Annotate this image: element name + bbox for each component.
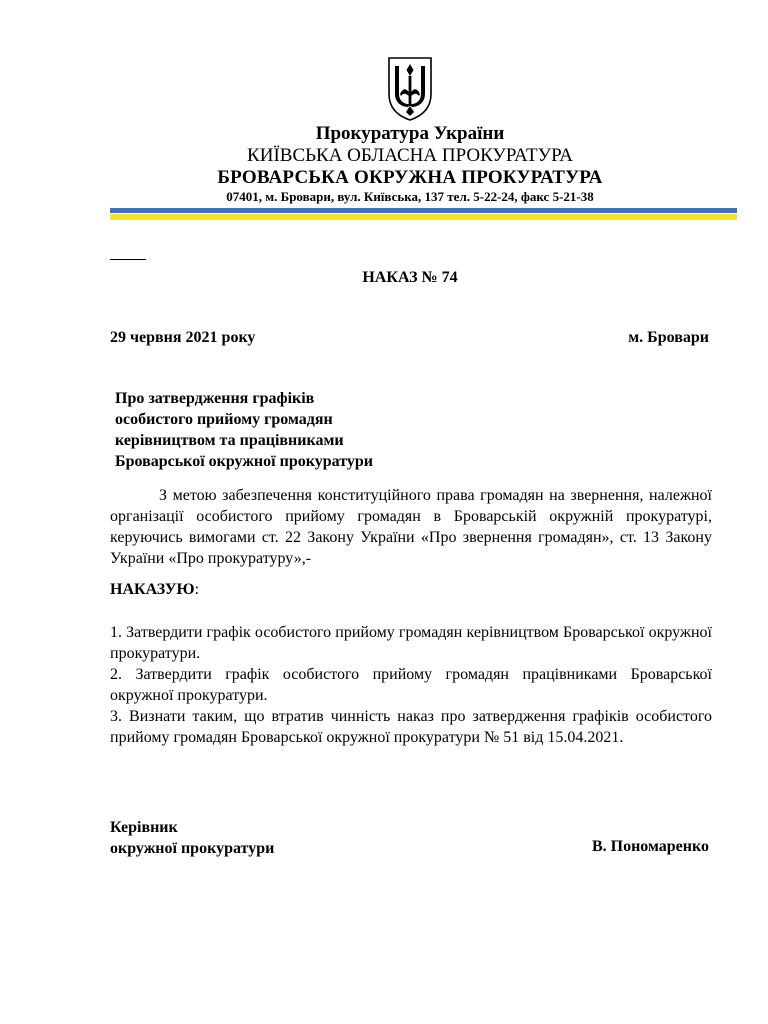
org-name-regional-prosecutor: КИЇВСЬКА ОБЛАСНА ПРОКУРАТУРА	[247, 145, 573, 166]
trident-coat-of-arms-icon	[386, 56, 434, 122]
org-name-district-prosecutor: БРОВАРСЬКА ОКРУЖНА ПРОКУРАТУРА	[217, 167, 603, 188]
decree-heading	[110, 581, 199, 599]
subject-line: особистого прийому громадян	[115, 411, 333, 428]
order-title: НАКАЗ № 74	[362, 269, 458, 286]
decree-colon: :	[194, 581, 200, 598]
flag-stripe-blue	[110, 208, 737, 213]
subject-line: Про затвердження графіків	[115, 390, 315, 407]
order-item: 3. Визнати таким, що втратив чинність наказ про затвердження графіків особистого прийому громадян Броварської окружної прокуратури № 51 від 15.04.2021.	[110, 708, 712, 746]
org-address: 07401, м. Бровари, вул. Київська, 137 тел. 5-22-24, факс 5-21-38	[226, 189, 594, 204]
order-date: 29 червня 2021 року	[110, 329, 256, 346]
subject-line: керівництвом та працівниками	[115, 432, 344, 449]
preamble-paragraph: З метою забезпечення конституційного права громадян на звернення, належної організації особистого прийому громадян в Броварській окружній прокуратурі, керуючись вимогами ст. 22 Закону України «Про звернення громадян», ст. 13 Закону України «Про прокуратуру»,-	[110, 487, 712, 567]
signatory-position-line: окружної прокуратури	[110, 840, 275, 857]
flag-stripe-yellow	[110, 214, 737, 220]
subject-line: Броварської окружної прокуратури	[115, 453, 373, 470]
org-name-prosecutor-ukraine: Прокуратура України	[315, 123, 505, 144]
order-item: 1. Затвердити графік особистого прийому громадян керівництвом Броварської окружної прокуратури.	[110, 624, 712, 662]
decree-word: НАКАЗУЮ	[110, 581, 195, 598]
signatory-position-line: Керівник	[110, 819, 178, 836]
signatory-name: В. Пономаренко	[591, 838, 709, 855]
signatory-position	[110, 817, 274, 859]
order-item: 2. Затвердити графік особистого прийому громадян працівниками Броварської окружної прокуратури.	[110, 666, 712, 704]
registration-blank-line	[110, 259, 146, 260]
order-city: м. Бровари	[628, 329, 709, 346]
order-items-list	[110, 622, 712, 748]
order-subject	[115, 388, 373, 472]
